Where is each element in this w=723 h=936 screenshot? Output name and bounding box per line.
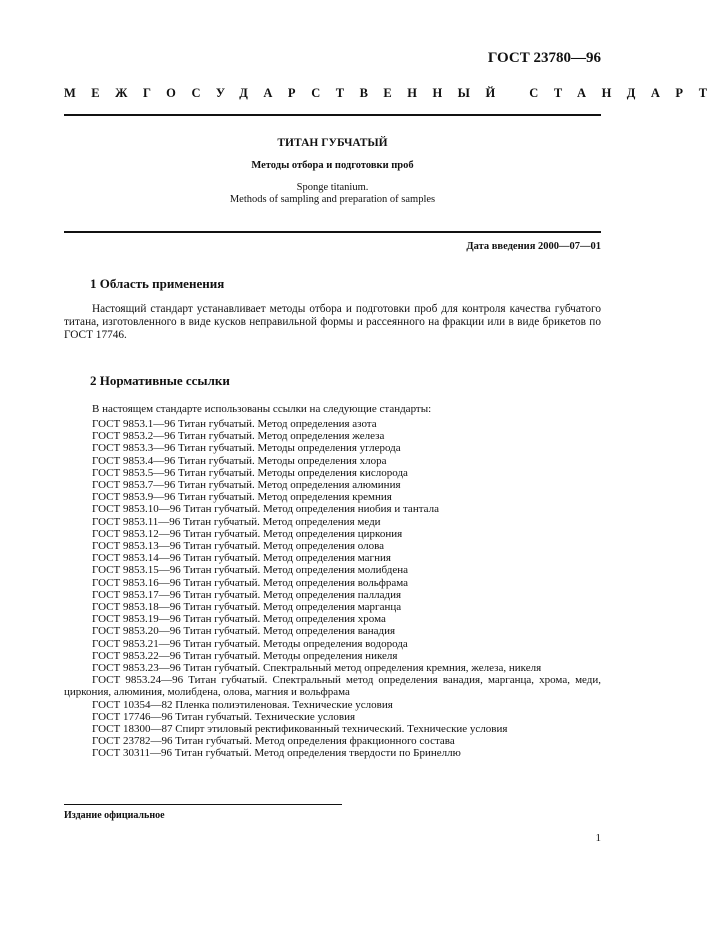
reference-item: ГОСТ 9853.13—96 Титан губчатый. Метод определения олова <box>92 540 385 553</box>
reference-item: ГОСТ 9853.5—96 Титан губчатый. Методы определения кислорода <box>92 466 408 479</box>
reference-item: ГОСТ 9853.23—96 Титан губчатый. Спектральный метод определения кремния, железа, никеля <box>92 662 542 675</box>
english-subtitle: Methods of sampling and preparation of samples <box>229 194 436 205</box>
introduction-date: Дата введения 2000—07—01 <box>466 241 601 252</box>
reference-item: ГОСТ 9853.9—96 Титан губчатый. Метод определения кремния <box>92 491 392 504</box>
reference-item: ГОСТ 9853.1—96 Титан губчатый. Метод определения азота <box>92 418 377 430</box>
english-title: Sponge titanium. <box>296 182 369 193</box>
reference-item: ГОСТ 10354—82 Пленка полиэтиленовая. Технические условия <box>92 698 393 711</box>
reference-item: ГОСТ 9853.10—96 Титан губчатый. Метод определения ниобия и тантала <box>92 503 439 516</box>
reference-item: ГОСТ 9853.12—96 Титан губчатый. Метод определения циркония <box>92 527 403 540</box>
reference-item: ГОСТ 9853.16—96 Титан губчатый. Метод определения вольфрама <box>92 576 409 589</box>
reference-item: ГОСТ 9853.7—96 Титан губчатый. Метод определения алюминия <box>92 479 401 492</box>
reference-item: ГОСТ 9853.14—96 Титан губчатый. Метод определения магния <box>92 552 391 565</box>
section-heading-references: 2 Нормативные ссылки <box>90 373 230 388</box>
reference-item: ГОСТ 9853.3—96 Титан губчатый. Методы определения углерода <box>92 442 401 455</box>
reference-item: ГОСТ 9853.15—96 Титан губчатый. Метод определения молибдена <box>92 564 409 577</box>
scope-paragraph: Настоящий стандарт устанавливает методы отбора и подготовки проб для контроля качества губчатого титана, изготовленного в виде кусков неправильной формы и рассеянного на фракции или в виде брикетов по ГОСТ 17746. <box>64 303 601 342</box>
reference-item: ГОСТ 18300—87 Спирт этиловый ректификованный технический. Технические условия <box>92 723 508 736</box>
reference-item: ГОСТ 9853.24—96 Титан губчатый. Спектральный метод определения ванадия, марганца, хрома, меди, циркония, алюминия, молибдена, олова, магния и вольфрама <box>64 674 601 699</box>
reference-item: ГОСТ 9853.20—96 Титан губчатый. Метод определения ванадия <box>92 625 396 638</box>
reference-item: ГОСТ 9853.22—96 Титан губчатый. Методы определения никеля <box>92 649 398 662</box>
reference-item: ГОСТ 23782—96 Титан губчатый. Метод определения фракционного состава <box>92 735 455 748</box>
footer-divider <box>64 804 342 805</box>
header-divider <box>64 114 601 116</box>
reference-item: ГОСТ 9853.11—96 Титан губчатый. Метод определения меди <box>92 515 381 528</box>
reference-item: ГОСТ 9853.4—96 Титан губчатый. Методы определения хлора <box>92 454 387 467</box>
section-heading-scope: 1 Область применения <box>90 276 225 291</box>
references-intro: В настоящем стандарте использованы ссылки на следующие стандарты: <box>92 403 432 415</box>
interstate-standard-label: МЕЖГОСУДАРСТВЕННЫЙ СТАНДАРТ <box>64 86 723 100</box>
reference-item: ГОСТ 30311—96 Титан губчатый. Метод определения твердости по Бринеллю <box>92 747 461 760</box>
reference-item: ГОСТ 9853.19—96 Титан губчатый. Метод определения хрома <box>92 613 386 626</box>
reference-item: ГОСТ 17746—96 Титан губчатый. Технические условия <box>92 710 356 723</box>
reference-item: ГОСТ 9853.18—96 Титан губчатый. Метод определения марганца <box>92 601 402 614</box>
document-subtitle: Методы отбора и подготовки проб <box>251 160 414 171</box>
official-edition-label: Издание официальное <box>64 810 165 821</box>
reference-item: ГОСТ 9853.17—96 Титан губчатый. Метод определения палладия <box>92 588 402 601</box>
document-title: ТИТАН ГУБЧАТЫЙ <box>277 137 388 149</box>
references-list <box>64 418 601 760</box>
title-divider <box>64 231 601 233</box>
gost-number: ГОСТ 23780—96 <box>487 50 601 66</box>
reference-item: ГОСТ 9853.21—96 Титан губчатый. Методы определения водорода <box>92 637 408 650</box>
reference-item: ГОСТ 9853.2—96 Титан губчатый. Метод определения железа <box>92 430 385 443</box>
page-number: 1 <box>595 832 601 844</box>
